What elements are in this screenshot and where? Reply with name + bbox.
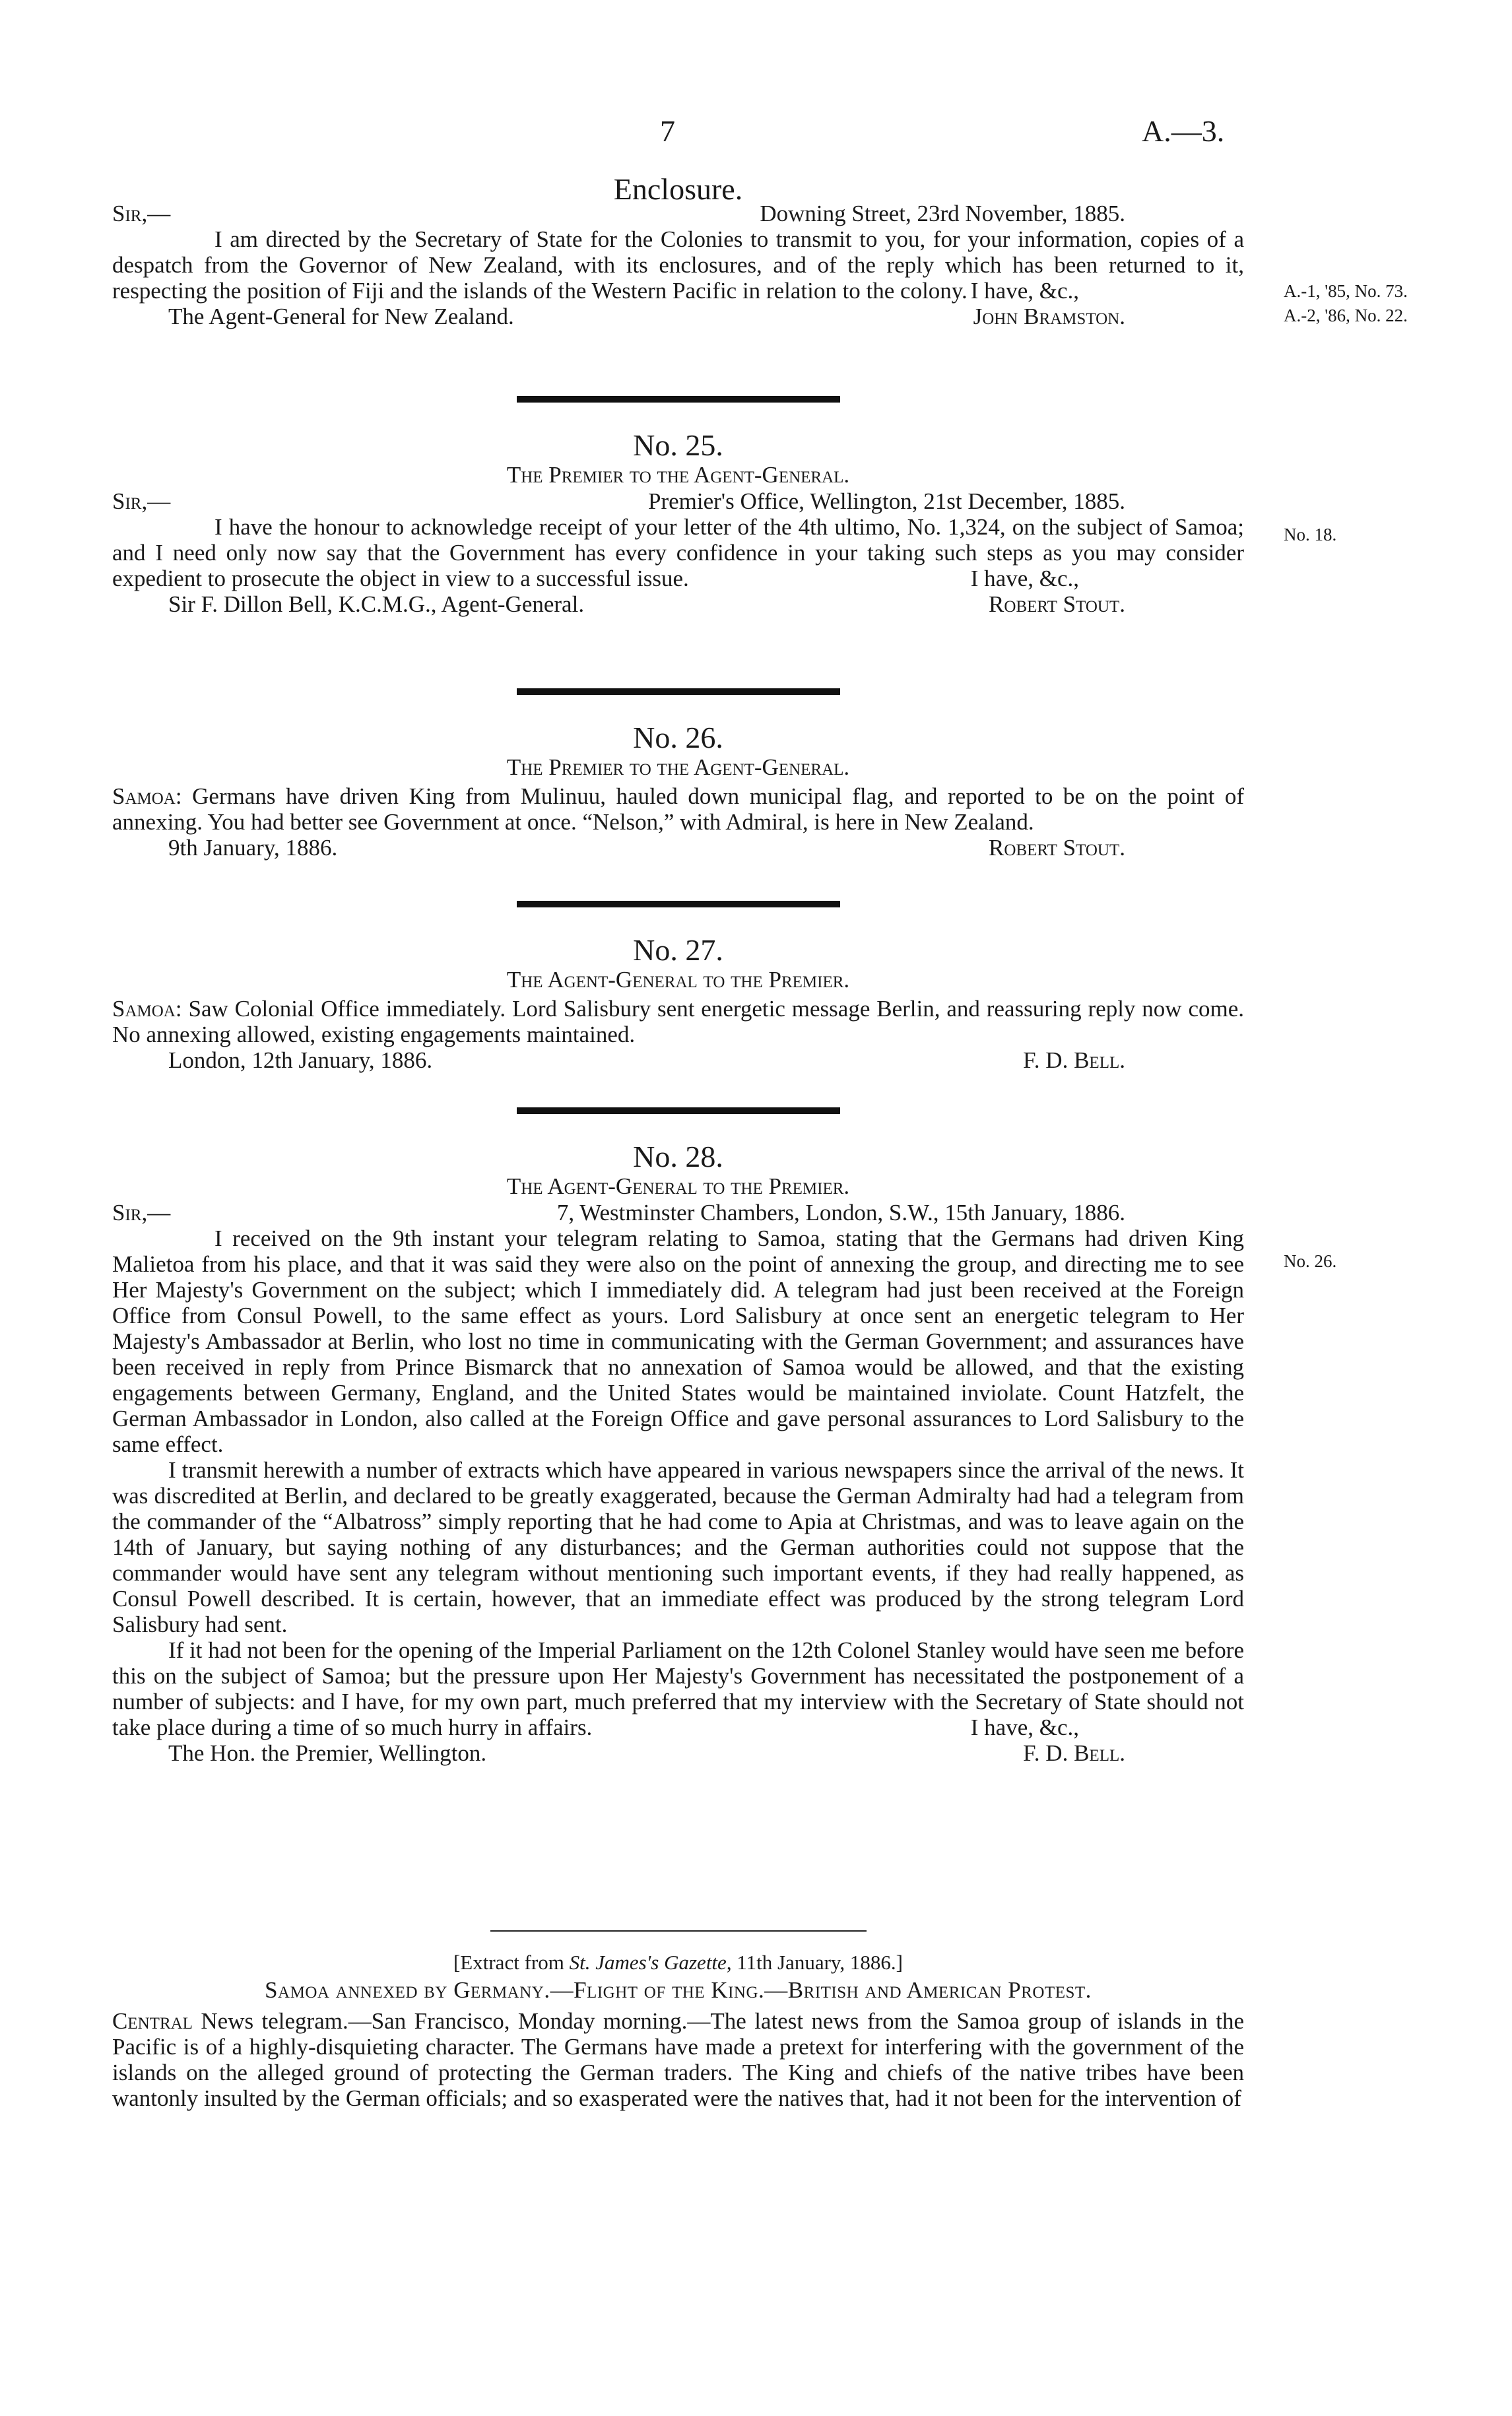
telegram-date: 9th January, 1886. — [168, 835, 338, 861]
telegram-lead: Samoa: — [112, 996, 182, 1022]
enclosure-closing: I have, &c., — [970, 278, 1079, 304]
letter-subtitle: The Premier to the Agent-General. — [506, 462, 850, 488]
telegram-no27 — [112, 934, 1244, 1073]
letter-subtitle: The Agent-General to the Premier. — [506, 1173, 850, 1199]
extract-headline: Samoa annexed by Germany.—Flight of the King.—British and American Protest. — [265, 1977, 1092, 2003]
letter-closing: I have, &c., — [970, 566, 1079, 591]
letter-title: No. 25. — [633, 428, 723, 462]
section-rule — [517, 1107, 840, 1114]
margin-note: No. 18. — [1284, 525, 1337, 544]
page-header — [0, 114, 1512, 153]
letter-address: Premier's Office, Wellington, 21st December, 1885. — [648, 488, 1125, 514]
enclosure-recipient: The Agent-General for New Zealand. — [168, 304, 514, 329]
newspaper-extract — [112, 1950, 1244, 2111]
letter-body: I have the honour to acknowledge receipt of your letter of the 4th ultimo, No. 1,324, on the subject of Samoa; and I need only now say that the Government has every confidence in your taking such steps as you may consider expedient to prosecute the object in view to a successful issue. — [112, 514, 1244, 591]
margin-note: A.-1, '85, No. 73. — [1284, 281, 1408, 301]
letter-title: No. 27. — [633, 933, 723, 967]
letter-no28 — [112, 1140, 1244, 1766]
section-rule — [517, 901, 840, 907]
letter-signature: F. D. Bell. — [1023, 1740, 1125, 1766]
section-rule — [490, 1930, 867, 1932]
extract-source: [Extract from St. James's Gazette, 11th January, 1886.] — [453, 1951, 903, 1974]
letter-signature: Robert Stout. — [989, 835, 1125, 861]
letter-paragraph: If it had not been for the opening of the Imperial Parliament on the 12th Colonel Stanley would have seen me before this on the subject of Samoa; but the pressure upon Her Majesty's Government has necessitated the postponement of a number of subjects: and I have, for my own part, much preferred that my interview with the Secretary of State should not take place during a time of so much hurry in affairs. — [112, 1637, 1244, 1740]
letter-subtitle: The Premier to the Agent-General. — [506, 754, 850, 780]
section-rule — [517, 396, 840, 403]
letter-title: No. 26. — [633, 721, 723, 754]
letter-closing: I have, &c., — [970, 1714, 1079, 1740]
telegram-body: Germans have driven King from Mulinuu, hauled down municipal flag, and reported to be on the point of annexing. You had better see Government at once. “Nelson,” with Admiral, is here in New Zealand. — [112, 783, 1244, 835]
enclosure-salutation: Sir,— — [112, 201, 171, 226]
letter-paragraph: I transmit herewith a number of extracts which have appeared in various newspapers since the arrival of the news. It was discredited at Berlin, and declared to be greatly exaggerated, because the German Admiralty had had a telegram from the commander of the “Albatross” simply reporting that he had come to Apia at Christmas, and was to leave again on the 14th of January, but saying nothing of any disturbances; and the German authorities could not suppose that the commander would have sent any telegram without mentioning such important events, if they had really happened, as Consul Powell described. It is certain, however, that an immediate effect was produced by the strong telegram Lord Salisbury had sent. — [112, 1457, 1244, 1637]
letter-no25 — [112, 429, 1244, 617]
letter-salutation: Sir,— — [112, 1200, 171, 1225]
enclosure-signature: John Bramston. — [973, 304, 1125, 329]
letter-salutation: Sir,— — [112, 488, 171, 514]
telegram-no26 — [112, 721, 1244, 861]
section-rule — [517, 688, 840, 695]
letter-signature: F. D. Bell. — [1023, 1047, 1125, 1073]
letter-title: No. 28. — [633, 1140, 723, 1173]
margin-note: A.-2, '86, No. 22. — [1284, 306, 1408, 325]
letter-recipient: Sir F. Dillon Bell, K.C.M.G., Agent-General. — [168, 591, 585, 617]
enclosure-title: Enclosure. — [613, 172, 743, 206]
telegram-body: Saw Colonial Office immediately. Lord Salisbury sent energetic message Berlin, and reassuring reply now come. No annexing allowed, existing engagements maintained. — [112, 996, 1245, 1047]
page-number: 7 — [660, 114, 675, 148]
enclosure-address: Downing Street, 23rd November, 1885. — [760, 201, 1125, 226]
document-reference: A.—3. — [1142, 114, 1225, 148]
letter-signature: Robert Stout. — [989, 591, 1125, 617]
telegram-date: London, 12th January, 1886. — [168, 1047, 433, 1073]
extract-lead: Central — [112, 2008, 193, 2034]
extract-body: News telegram.—San Francisco, Monday morning.—The latest news from the Samoa group of islands in the Pacific is of a highly-disquieting character. The Germans have made a pretext for interfering with the government of the islands on the alleged ground of protecting the German traders. The King and chiefs of the native tribes have been wantonly insulted by the German officials; and so exasperated were the natives that, had it not been for the intervention of — [112, 2008, 1244, 2111]
letter-subtitle: The Agent-General to the Premier. — [506, 967, 850, 993]
telegram-lead: Samoa: — [112, 783, 182, 809]
margin-note: No. 26. — [1284, 1251, 1337, 1271]
letter-address: 7, Westminster Chambers, London, S.W., 15th January, 1886. — [556, 1200, 1125, 1225]
enclosure-section — [112, 173, 1244, 329]
letter-recipient: The Hon. the Premier, Wellington. — [168, 1740, 487, 1766]
letter-paragraph: I received on the 9th instant your telegram relating to Samoa, stating that the Germans had driven King Malietoa from his place, and that it was said they were also on the point of annexing the group, and directing me to see Her Majesty's Government on the subject; which I immediately did. A telegram had just been received at the Foreign Office from Consul Powell, to the same effect as yours. Lord Salisbury at once sent an energetic telegram to Her Majesty's Ambassador at Berlin, who lost no time in communicating with the German Government; and assurances have been received in reply from Prince Bismarck that no annexation of Samoa would be allowed, and that the existing engagements between Germany, England, and the United States would be maintained inviolate. Count Hatzfelt, the German Ambassador in London, also called at the Foreign Office and gave personal assurances to Lord Salisbury to the same effect. — [112, 1225, 1244, 1457]
enclosure-body: I am directed by the Secretary of State for the Colonies to transmit to you, for your information, copies of a despatch from the Governor of New Zealand, with its enclosures, and of the reply which has been returned to it, respecting the position of Fiji and the islands of the Western Pacific in relation to the colony. — [112, 226, 1244, 304]
